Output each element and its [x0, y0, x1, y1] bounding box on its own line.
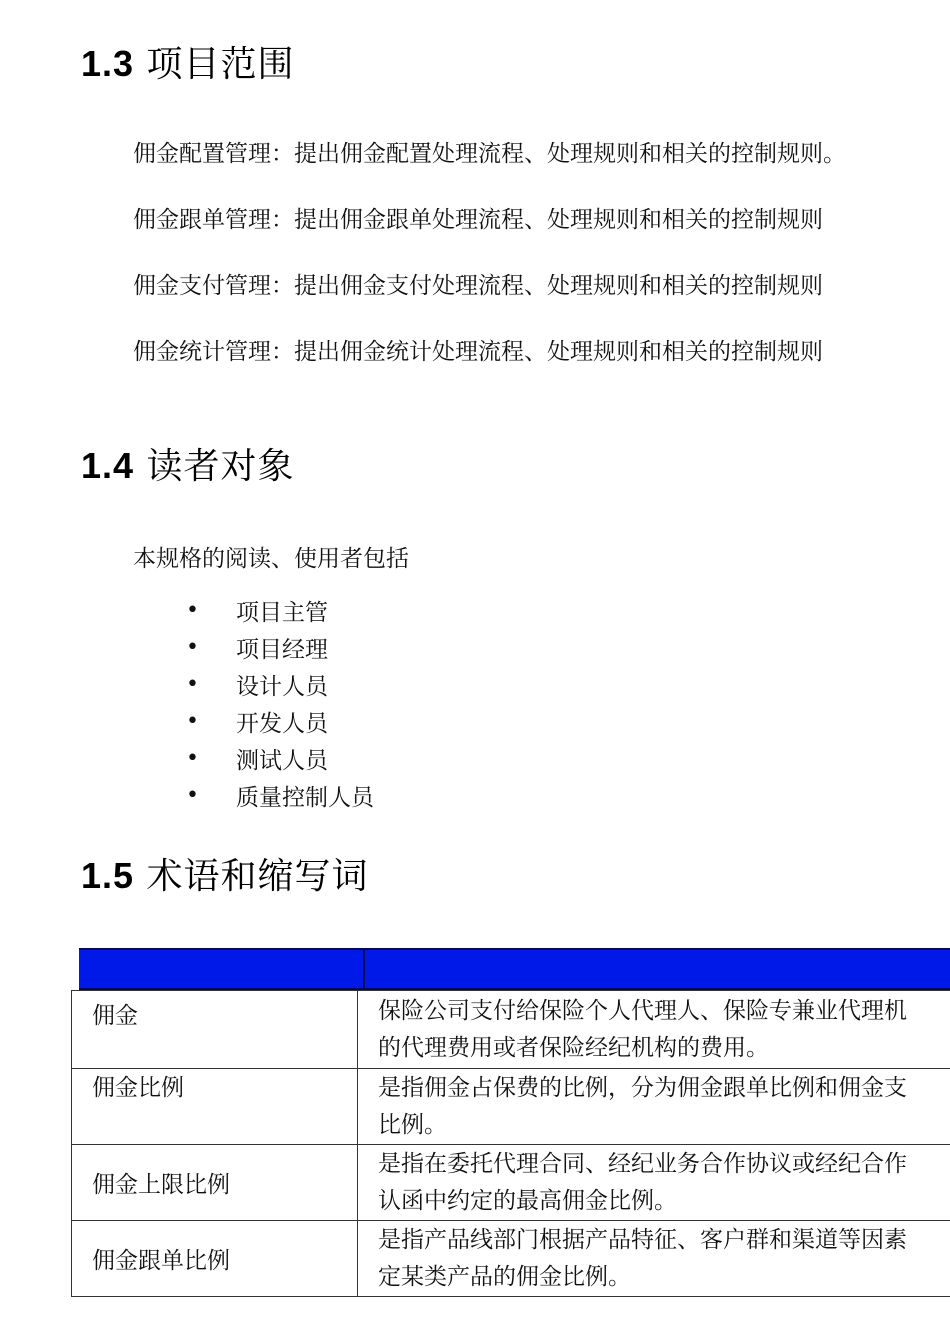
- definition-line: 比例。: [378, 1111, 447, 1138]
- definition-line: 定某类产品的佣金比例。: [378, 1263, 631, 1290]
- scope-paragraph: 佣金跟单管理：提出佣金跟单处理流程、处理规则和相关的控制规则: [133, 207, 823, 233]
- list-item: [186, 666, 374, 703]
- list-item: [186, 592, 374, 629]
- section-heading-1-5: [81, 848, 369, 899]
- readers-list: [186, 592, 374, 814]
- table-row: [72, 1221, 950, 1297]
- section-title: 读者对象: [146, 446, 295, 487]
- table-row: [72, 1145, 950, 1221]
- list-item-label: 测试人员: [236, 748, 328, 774]
- terms-table: [71, 990, 950, 1297]
- table-header-bar: [79, 948, 950, 990]
- bullet-icon: •: [186, 635, 199, 660]
- definition-cell: [358, 1221, 950, 1297]
- bullet-icon: •: [186, 783, 199, 808]
- bullet-icon: •: [186, 709, 199, 734]
- term-cell: 佣金比例: [72, 1069, 358, 1145]
- list-item-label: 质量控制人员: [236, 785, 374, 811]
- bullet-icon: •: [186, 672, 199, 697]
- definition-cell: [358, 991, 950, 1069]
- section-title: 项目范围: [146, 44, 295, 85]
- readers-intro: 本规格的阅读、使用者包括: [133, 546, 409, 572]
- section-heading-1-4: [81, 438, 295, 489]
- scope-paragraph: 佣金支付管理：提出佣金支付处理流程、处理规则和相关的控制规则: [133, 273, 823, 299]
- term-cell: 佣金上限比例: [72, 1145, 358, 1221]
- list-item: [186, 629, 374, 666]
- section-title: 术语和缩写词: [146, 856, 369, 897]
- scope-paragraph: 佣金配置管理：提出佣金配置处理流程、处理规则和相关的控制规则。: [133, 141, 846, 167]
- section-number: 1.3: [81, 43, 135, 84]
- definition-line: 认函中约定的最高佣金比例。: [378, 1187, 677, 1214]
- table-row: [72, 991, 950, 1069]
- section-heading-1-3: [81, 36, 295, 87]
- term-cell: 佣金: [72, 991, 358, 1069]
- definition-cell: [358, 1069, 950, 1145]
- header-divider: [363, 950, 365, 988]
- definition-line: 保险公司支付给保险个人代理人、保险专兼业代理机: [378, 997, 907, 1024]
- definition-line: 是指在委托代理合同、经纪业务合作协议或经纪合作: [378, 1150, 907, 1177]
- scope-paragraph: 佣金统计管理：提出佣金统计处理流程、处理规则和相关的控制规则: [133, 339, 823, 365]
- list-item-label: 开发人员: [236, 711, 328, 737]
- list-item: [186, 703, 374, 740]
- section-number: 1.5: [81, 855, 135, 896]
- definition-line: 的代理费用或者保险经纪机构的费用。: [378, 1034, 769, 1061]
- list-item: [186, 740, 374, 777]
- list-item-label: 项目经理: [236, 637, 328, 663]
- list-item: [186, 777, 374, 814]
- list-item-label: 项目主管: [236, 600, 328, 626]
- bullet-icon: •: [186, 598, 199, 623]
- list-item-label: 设计人员: [236, 674, 328, 700]
- bullet-icon: •: [186, 746, 199, 771]
- definition-cell: [358, 1145, 950, 1221]
- table-row: [72, 1069, 950, 1145]
- term-cell: 佣金跟单比例: [72, 1221, 358, 1297]
- definition-line: 是指产品线部门根据产品特征、客户群和渠道等因素: [378, 1226, 907, 1253]
- definition-line: 是指佣金占保费的比例，分为佣金跟单比例和佣金支: [378, 1074, 907, 1101]
- section-number: 1.4: [81, 445, 135, 486]
